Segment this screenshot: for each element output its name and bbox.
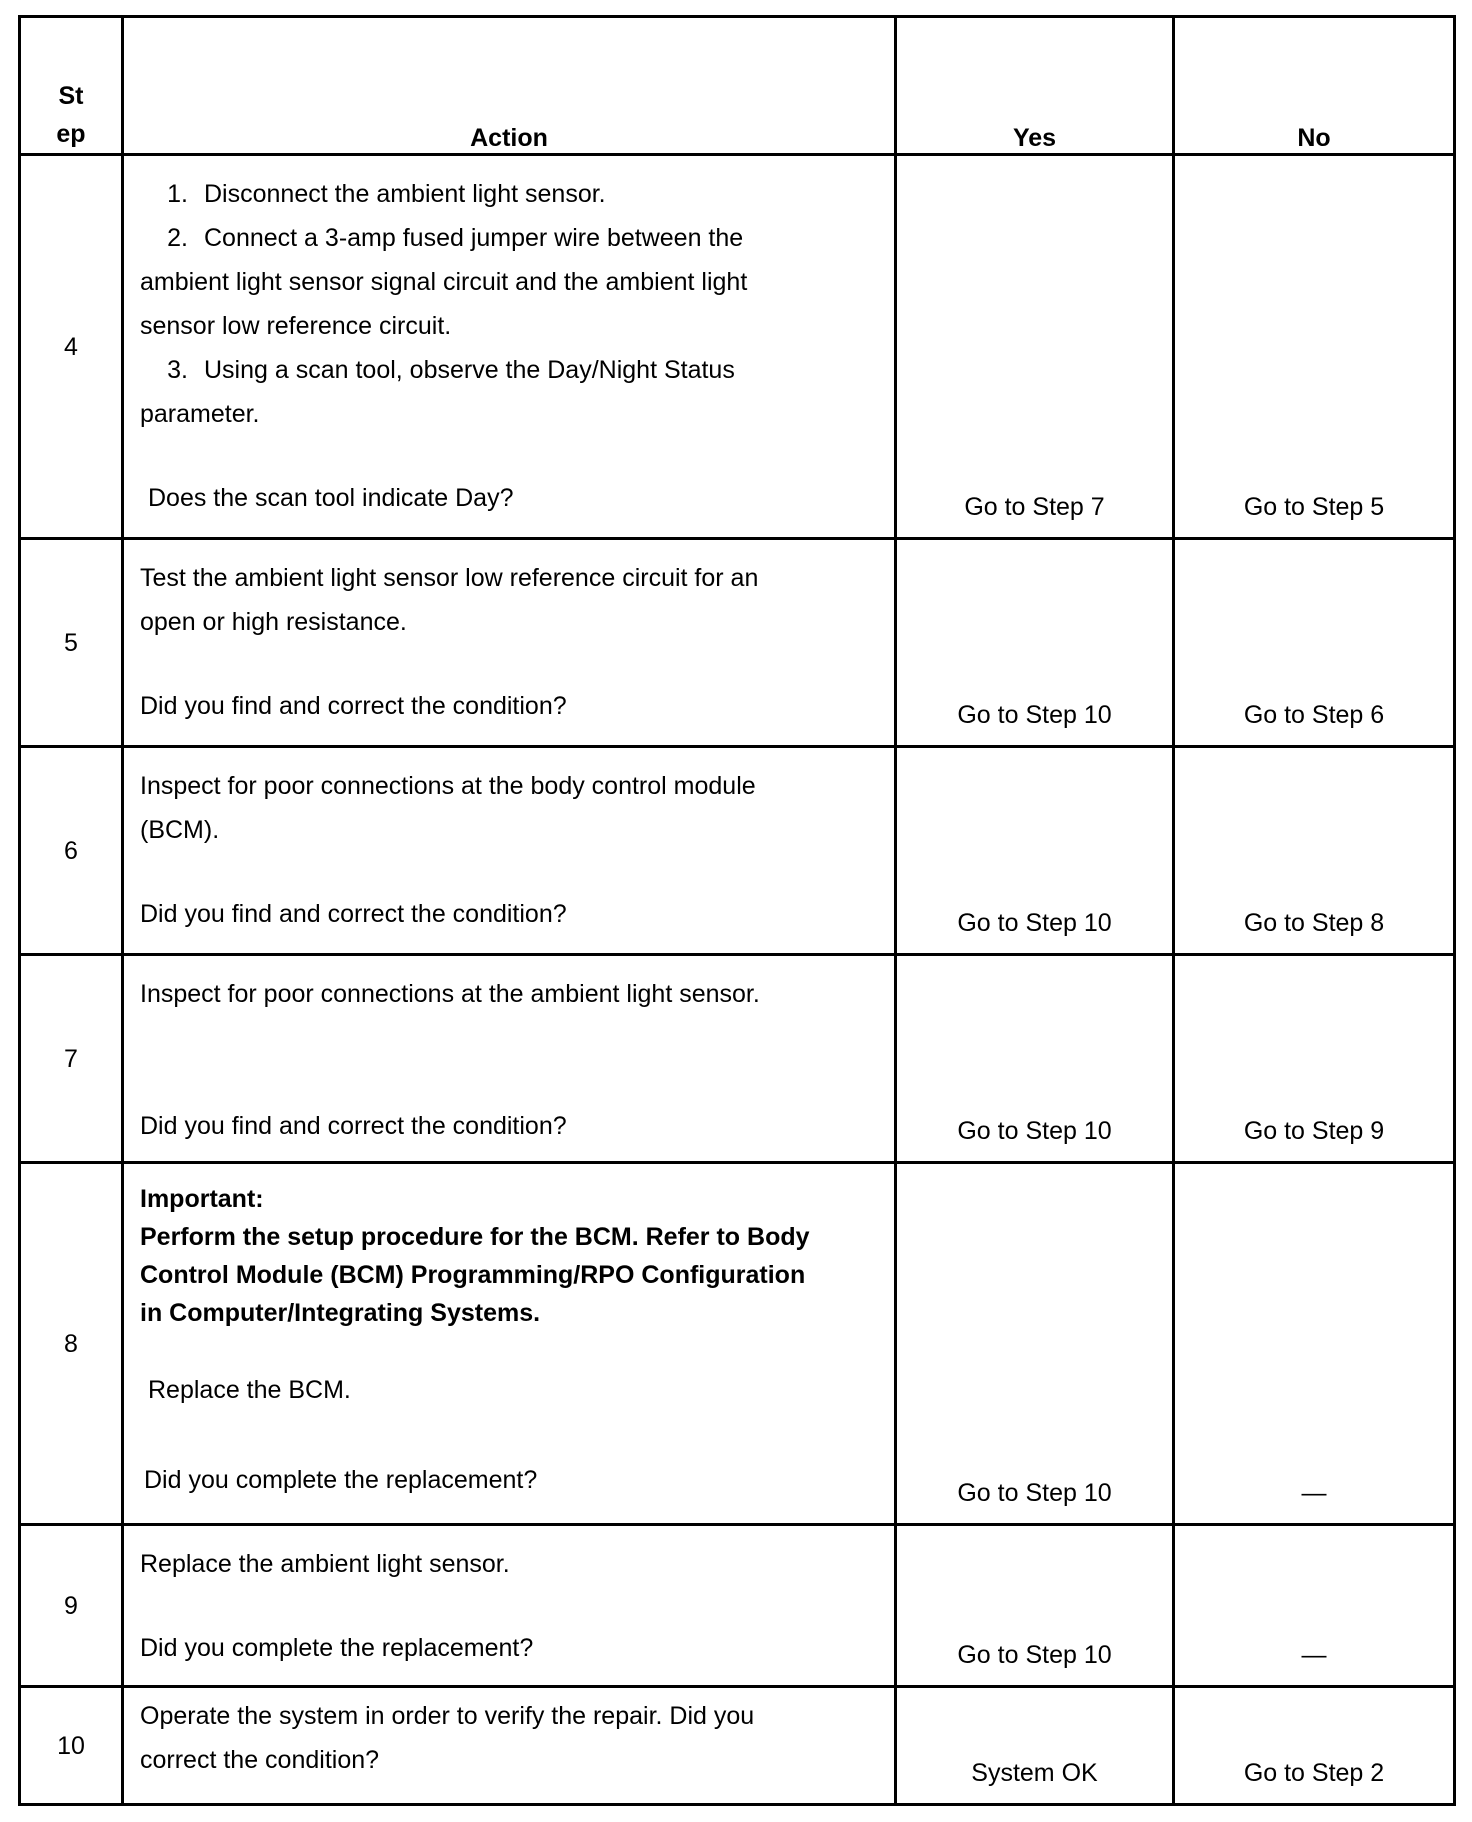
action-cell — [123, 155, 896, 539]
action-question: Does the scan tool indicate Day? — [148, 484, 514, 512]
action-cell — [123, 539, 896, 747]
header-row — [20, 17, 1455, 155]
important-note: Perform the setup procedure for the BCM. Refer to Body Control Module (BCM) Programming/RPO Configuration in Computer/Integrating Systems. — [140, 1223, 810, 1327]
step-number: 7 — [20, 955, 123, 1163]
header-step: St ep — [20, 17, 123, 155]
action-cell — [123, 1163, 896, 1525]
no-result: Go to Step 5 — [1174, 155, 1455, 539]
table-row — [20, 155, 1455, 539]
yes-result: Go to Step 10 — [896, 747, 1174, 955]
action-question: Did you complete the replacement? — [140, 1634, 534, 1662]
yes-result: Go to Step 10 — [896, 539, 1174, 747]
action-text: Operate the system in order to verify the repair. Did you correct the condition? — [140, 1702, 755, 1774]
table-row — [20, 955, 1455, 1163]
table-row — [20, 747, 1455, 955]
list-item: 1. Disconnect the ambient light sensor. — [167, 180, 606, 208]
action-cell — [123, 747, 896, 955]
step-number: 4 — [20, 155, 123, 539]
diagnostic-table — [18, 15, 1456, 1806]
yes-result: System OK — [896, 1687, 1174, 1805]
action-text: Replace the ambient light sensor. — [140, 1550, 510, 1578]
action-cell — [123, 1687, 896, 1805]
action-text: Test the ambient light sensor low reference circuit for an open or high resistance. — [140, 564, 759, 636]
action-question: Did you complete the replacement? — [144, 1466, 538, 1494]
header-action: Action — [123, 17, 896, 155]
action-question: Did you find and correct the condition? — [140, 900, 567, 928]
action-question: Did you find and correct the condition? — [140, 1112, 567, 1140]
action-text: Replace the BCM. — [148, 1376, 351, 1404]
action-cell — [123, 1525, 896, 1687]
list-item: 3. Using a scan tool, observe the Day/Night Status parameter. — [140, 356, 735, 428]
action-question: Did you find and correct the condition? — [140, 692, 567, 720]
table-row — [20, 1163, 1455, 1525]
no-result: Go to Step 2 — [1174, 1687, 1455, 1805]
no-result: — — [1174, 1163, 1455, 1525]
step-number: 6 — [20, 747, 123, 955]
list-item: 2. Connect a 3-amp fused jumper wire between the ambient light sensor signal circuit and the ambient light sensor low reference circuit. — [140, 224, 748, 340]
header-no: No — [1174, 17, 1455, 155]
no-result: — — [1174, 1525, 1455, 1687]
header-yes: Yes — [896, 17, 1174, 155]
action-text: Inspect for poor connections at the body control module (BCM). — [140, 772, 756, 844]
yes-result: Go to Step 10 — [896, 1525, 1174, 1687]
yes-result: Go to Step 7 — [896, 155, 1174, 539]
yes-result: Go to Step 10 — [896, 1163, 1174, 1525]
table-row — [20, 539, 1455, 747]
yes-result: Go to Step 10 — [896, 955, 1174, 1163]
table-row — [20, 1687, 1455, 1805]
no-result: Go to Step 9 — [1174, 955, 1455, 1163]
no-result: Go to Step 8 — [1174, 747, 1455, 955]
step-number: 9 — [20, 1525, 123, 1687]
step-number: 5 — [20, 539, 123, 747]
table-row — [20, 1525, 1455, 1687]
important-label: Important: — [140, 1185, 264, 1213]
action-text: Inspect for poor connections at the ambient light sensor. — [140, 980, 760, 1008]
action-cell — [123, 955, 896, 1163]
step-number: 10 — [20, 1687, 123, 1805]
step-number: 8 — [20, 1163, 123, 1525]
no-result: Go to Step 6 — [1174, 539, 1455, 747]
action-list — [140, 172, 814, 436]
